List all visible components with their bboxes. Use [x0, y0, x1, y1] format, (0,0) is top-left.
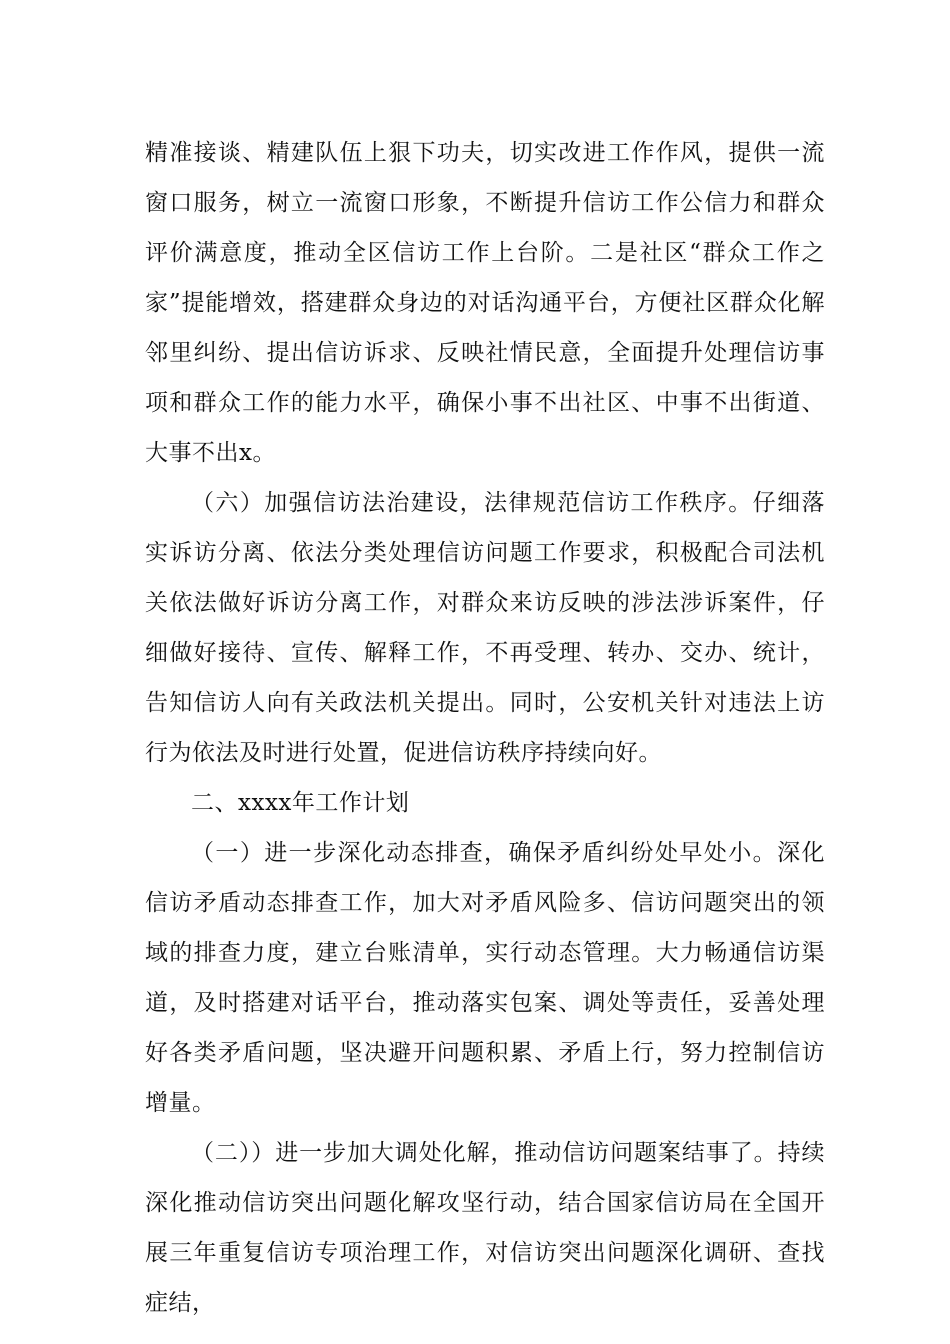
document-body: [145, 128, 825, 1328]
paragraph-plan-two: （二））进一步加大调处化解，推动信访问题案结事了。持续深化推动信访突出问题化解攻坚行动，结合国家信访局在全国开展三年重复信访专项治理工作，对信访突出问题深化调研、查找症结，: [145, 1140, 825, 1316]
paragraph-section-six: （六）加强信访法治建设，法律规范信访工作秩序。仔细落实诉访分离、依法分类处理信访问题工作要求，积极配合司法机关依法做好诉访分离工作，对群众来访反映的涉法涉诉案件，仔细做好接待、宣传、解释工作，不再受理、转办、交办、统计，告知信访人向有关政法机关提出。同时，公安机关针对违法上访行为依法及时进行处置，促进信访秩序持续向好。: [145, 490, 825, 766]
heading-work-plan: 二、xxxx年工作计划: [191, 790, 410, 816]
paragraph-continuation: 精准接谈、精建队伍上狠下功夫，切实改进工作作风，提供一流窗口服务，树立一流窗口形象，不断提升信访工作公信力和群众评价满意度，推动全区信访工作上台阶。二是社区“群众工作之家”提能增效，搭建群众身边的对话沟通平台，方便社区群众化解邻里纠纷、提出信访诉求、反映社情民意，全面提升处理信访事项和群众工作的能力水平，确保小事不出社区、中事不出街道、大事不出x。: [145, 140, 825, 466]
paragraph-plan-one: （一）进一步深化动态排查，确保矛盾纠纷处早处小。深化信访矛盾动态排查工作，加大对矛盾风险多、信访问题突出的领域的排查力度，建立台账清单，实行动态管理。大力畅通信访渠道，及时搭建对话平台，推动落实包案、调处等责任，妥善处理好各类矛盾问题，坚决避开问题积累、矛盾上行，努力控制信访增量。: [145, 840, 825, 1116]
